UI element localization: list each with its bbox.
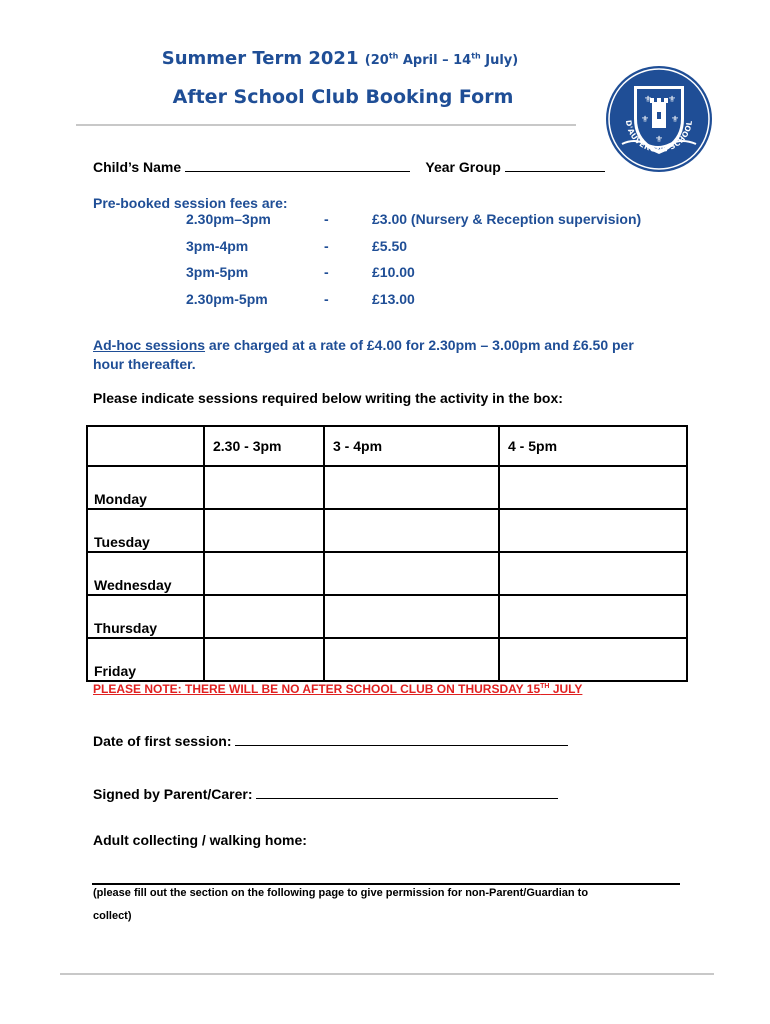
- adult-collecting-field[interactable]: [92, 883, 680, 885]
- fees-list: [0, 211, 770, 321]
- first-session-field[interactable]: [235, 733, 568, 746]
- header-divider: [76, 124, 576, 126]
- slot-thursday-230-3pm[interactable]: [204, 595, 324, 638]
- svg-text:D'AUVERGNE SCHOOL: D'AUVERGNE SCHOOL: [623, 119, 695, 155]
- svg-text:⚜: ⚜: [641, 115, 650, 125]
- header-cell-3-4pm: 3 - 4pm: [324, 426, 499, 466]
- svg-text:⚜: ⚜: [671, 115, 680, 125]
- adhoc-link: Ad-hoc sessions: [93, 337, 206, 353]
- svg-text:⚜: ⚜: [655, 135, 664, 145]
- header-cell-230-3pm: 2.30 - 3pm: [204, 426, 324, 466]
- svg-text:⚜: ⚜: [668, 95, 677, 105]
- day-label: Tuesday: [87, 509, 204, 552]
- slot-tuesday-3-4pm[interactable]: [324, 509, 499, 552]
- slot-friday-3-4pm[interactable]: [324, 638, 499, 681]
- child-name-label: Child’s Name: [93, 159, 182, 175]
- fee-price: £10.00: [372, 264, 415, 280]
- table-row-tuesday: [87, 509, 687, 552]
- fee-time: 2.30pm-5pm: [186, 291, 268, 307]
- footnote-line1: (please fill out the section on the following page to give permission for non-Parent/Guardian to: [93, 887, 589, 899]
- day-label: Monday: [87, 466, 204, 509]
- slot-wednesday-230-3pm[interactable]: [204, 552, 324, 595]
- day-label: Thursday: [87, 595, 204, 638]
- fee-dash: -: [324, 238, 329, 254]
- page-title: [0, 48, 680, 69]
- fee-dash: -: [324, 211, 329, 227]
- fee-row: [0, 291, 770, 311]
- adhoc-text-1: are charged at a rate of £4.00 for 2.30pm – 3.00pm and £6.50 per: [205, 337, 634, 353]
- first-session-label: Date of first session:: [93, 733, 232, 749]
- footer-divider: [60, 973, 714, 975]
- day-label: Friday: [87, 638, 204, 681]
- adhoc-info: [93, 336, 713, 374]
- first-session-row: [93, 733, 568, 749]
- slot-monday-230-3pm[interactable]: [204, 466, 324, 509]
- form-subtitle: After School Club Booking Form: [172, 86, 514, 108]
- svg-text:⚜: ⚜: [644, 95, 653, 105]
- year-group-field[interactable]: [505, 159, 605, 172]
- signature-row: [93, 786, 558, 802]
- fee-dash: -: [324, 291, 329, 307]
- slot-friday-4-5pm[interactable]: [499, 638, 687, 681]
- slot-tuesday-4-5pm[interactable]: [499, 509, 687, 552]
- fee-time: 2.30pm–3pm: [186, 211, 271, 227]
- footnote-line2: collect): [93, 910, 132, 922]
- adhoc-text-2: hour thereafter.: [93, 356, 196, 372]
- table-row-monday: [87, 466, 687, 509]
- header-cell-4-5pm: 4 - 5pm: [499, 426, 687, 466]
- term-dates: (20th April – 14th July): [364, 51, 519, 68]
- header-cell-blank: [87, 426, 204, 466]
- fee-price: £3.00 (Nursery & Reception supervision): [372, 211, 642, 227]
- slot-monday-4-5pm[interactable]: [499, 466, 687, 509]
- year-group-label: Year Group: [425, 159, 501, 175]
- fee-price: £13.00: [372, 291, 415, 307]
- slot-wednesday-3-4pm[interactable]: [324, 552, 499, 595]
- adult-collecting-label: Adult collecting / walking home:: [93, 832, 307, 848]
- fee-dash: -: [324, 264, 329, 280]
- signature-field[interactable]: [256, 786, 558, 799]
- table-header-row: [87, 426, 687, 466]
- day-label: Wednesday: [87, 552, 204, 595]
- child-name-row: [93, 159, 605, 175]
- slot-thursday-4-5pm[interactable]: [499, 595, 687, 638]
- fee-row: [0, 211, 770, 231]
- fee-price: £5.50: [372, 238, 408, 254]
- slot-monday-3-4pm[interactable]: [324, 466, 499, 509]
- fee-time: 3pm-5pm: [186, 264, 249, 280]
- slot-thursday-3-4pm[interactable]: [324, 595, 499, 638]
- slot-wednesday-4-5pm[interactable]: [499, 552, 687, 595]
- signature-label: Signed by Parent/Carer:: [93, 786, 253, 802]
- fee-row: [0, 238, 770, 258]
- instruction-text: Please indicate sessions required below writing the activity in the box:: [93, 390, 563, 406]
- table-row-friday: [87, 638, 687, 681]
- fee-time: 3pm-4pm: [186, 238, 249, 254]
- term-title: Summer Term 2021: [161, 48, 359, 69]
- child-name-field[interactable]: [185, 159, 410, 172]
- closure-notice: PLEASE NOTE: THERE WILL BE NO AFTER SCHOOL CLUB ON THURSDAY 15TH JULY: [93, 682, 583, 696]
- table-row-thursday: [87, 595, 687, 638]
- slot-tuesday-230-3pm[interactable]: [204, 509, 324, 552]
- session-table: [86, 425, 688, 682]
- fee-row: [0, 264, 770, 284]
- table-row-wednesday: [87, 552, 687, 595]
- school-logo: [604, 64, 714, 174]
- fees-heading: Pre-booked session fees are:: [93, 195, 288, 211]
- slot-friday-230-3pm[interactable]: [204, 638, 324, 681]
